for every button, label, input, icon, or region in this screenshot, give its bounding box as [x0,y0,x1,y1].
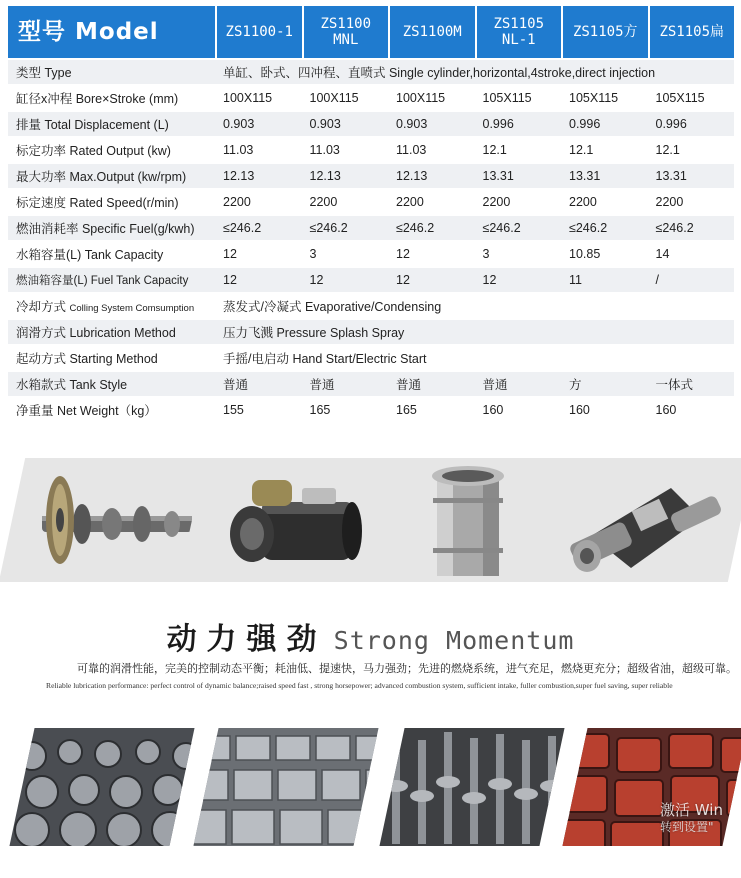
table-row [8,268,734,292]
cell: 11.03 [302,138,389,162]
cell: 10.85 [561,242,648,266]
cell: 12 [302,268,389,292]
cell: 12 [388,268,475,292]
row-label: 净重量 Net Weight（kg） [8,398,215,422]
model-zs1100m: ZS1100M [388,6,475,58]
row-label: 起动方式 Starting Method [8,346,215,370]
model-header: 型号 Model [8,6,215,58]
cell: ≤246.2 [475,216,562,240]
table-header-row [8,6,734,58]
cell: 105X115 [648,86,735,110]
row-label-en: Colling System Comsumption [69,303,195,314]
row-label: 标定速度 Rated Speed(r/min) [8,190,215,214]
section-heading [0,614,741,658]
cell: 0.903 [388,112,475,136]
cell: 100X115 [388,86,475,110]
cell: 13.31 [475,164,562,188]
cell: 13.31 [648,164,735,188]
cell: 12.1 [648,138,735,162]
cell: 0.996 [561,112,648,136]
camshaft-image [12,458,202,582]
cell: 160 [475,398,562,422]
table-row [8,112,734,136]
factory-photo-1 [9,728,194,846]
cell: 普通 [475,372,562,396]
watermark-line-2: 转到设置" [660,820,714,834]
cylinder-liner-image [371,458,561,582]
table-row [8,164,734,188]
row-label-cn: 冷却方式 [16,300,67,314]
model-zs1105-square: ZS1105方 [561,6,648,58]
table-row [8,86,734,110]
cell: 12 [215,268,302,292]
cell: 12.13 [388,164,475,188]
cell: 2200 [475,190,562,214]
section-description-cn: 可靠的润滑性能，完美的控制动态平衡；耗油低、提速快，马力强劲；先进的燃烧系统，进气充足，燃烧更充分；超级省油，超级可靠。 [77,662,737,675]
table-row [8,190,734,214]
cell: 0.996 [475,112,562,136]
cell: 165 [388,398,475,422]
activation-watermark [660,802,723,836]
cell: / [648,268,735,292]
row-label: 类型 Type [8,60,215,84]
cell: 一体式 [648,372,735,396]
cell: 方 [561,372,648,396]
cell: 160 [648,398,735,422]
model-zs1105-nl-1: ZS1105 NL-1 [475,6,562,58]
row-span-value: 压力飞溅 Pressure Splash Spray [215,320,734,344]
factory-photo-1-image [9,728,194,846]
row-label: 最大功率 Max.Output (kw/rpm) [8,164,215,188]
row-span-value: 手摇/电启动 Hand Start/Electric Start [215,346,734,370]
cell: 12 [388,242,475,266]
cell: 12 [215,242,302,266]
section-description-en: Reliable lubrication performance: perfect control of dynamic balance;raised speed fast , strong horsepower; advanced combustion system, sufficient intake, fuller combustion,super fuel saving, super reliable [46,681,673,690]
row-label: 润滑方式 Lubrication Method [8,320,215,344]
factory-photo-2 [193,728,378,846]
cell: 12.1 [561,138,648,162]
table-row [8,372,734,396]
row-span-value: 蒸发式/冷凝式 Evaporative/Condensing [215,294,734,318]
cell: 2200 [215,190,302,214]
table-row [8,138,734,162]
cell: 12.1 [475,138,562,162]
cell: ≤246.2 [561,216,648,240]
cell: 3 [475,242,562,266]
crankshaft-panel [538,458,741,582]
row-label: 缸径x冲程 Bore×Stroke (mm) [8,86,215,110]
starter-motor-image [192,458,382,582]
cell: 0.996 [648,112,735,136]
cell: 105X115 [561,86,648,110]
watermark-line-1: 激活 Win [660,801,723,819]
cell: 2200 [648,190,735,214]
section-title-cn: 动力强劲 [166,622,327,657]
section-title-en: Strong Momentum [333,626,575,655]
row-label: 燃油箱容量(L) Fuel Tank Capacity [8,268,215,292]
model-zs1100-1: ZS1100-1 [215,6,302,58]
table-row [8,60,734,84]
cell: ≤246.2 [648,216,735,240]
cell: 3 [302,242,389,266]
cell: 11 [561,268,648,292]
crankshaft-image [551,458,741,582]
cell: 2200 [302,190,389,214]
cell: ≤246.2 [388,216,475,240]
cell: 165 [302,398,389,422]
cell: 2200 [388,190,475,214]
row-label: 排量 Total Displacement (L) [8,112,215,136]
cell: 普通 [215,372,302,396]
factory-photos [0,728,741,848]
cell: 11.03 [215,138,302,162]
table-row [8,242,734,266]
model-zs1100-mnl: ZS1100 MNL [302,6,389,58]
cell: 160 [561,398,648,422]
factory-photo-3 [379,728,564,846]
cell: 105X115 [475,86,562,110]
cell: 155 [215,398,302,422]
row-label: 水箱容量(L) Tank Capacity [8,242,215,266]
cell: 12.13 [215,164,302,188]
cell: 13.31 [561,164,648,188]
cell: 普通 [302,372,389,396]
table-row [8,346,734,370]
row-label [8,294,215,318]
cell: 0.903 [302,112,389,136]
parts-gallery [0,458,741,582]
cell: 12.13 [302,164,389,188]
cell: 2200 [561,190,648,214]
cell: ≤246.2 [302,216,389,240]
factory-photo-2-image [193,728,378,846]
row-span-value: 单缸、卧式、四冲程、直喷式 Single cylinder,horizontal,4stroke,direct injection [215,60,734,84]
cell: 100X115 [302,86,389,110]
cell: ≤246.2 [215,216,302,240]
row-label: 标定功率 Rated Output (kw) [8,138,215,162]
table-row [8,216,734,240]
row-label: 水箱款式 Tank Style [8,372,215,396]
table-row [8,294,734,318]
cell: 0.903 [215,112,302,136]
spec-table [8,4,734,424]
table-row [8,320,734,344]
row-label: 燃油消耗率 Specific Fuel(g/kwh) [8,216,215,240]
table-row [8,398,734,422]
cell: 普通 [388,372,475,396]
factory-photo-3-image [379,728,564,846]
cell: 14 [648,242,735,266]
model-zs1105-flat: ZS1105扁 [648,6,735,58]
cell: 12 [475,268,562,292]
cell: 100X115 [215,86,302,110]
cell: 11.03 [388,138,475,162]
